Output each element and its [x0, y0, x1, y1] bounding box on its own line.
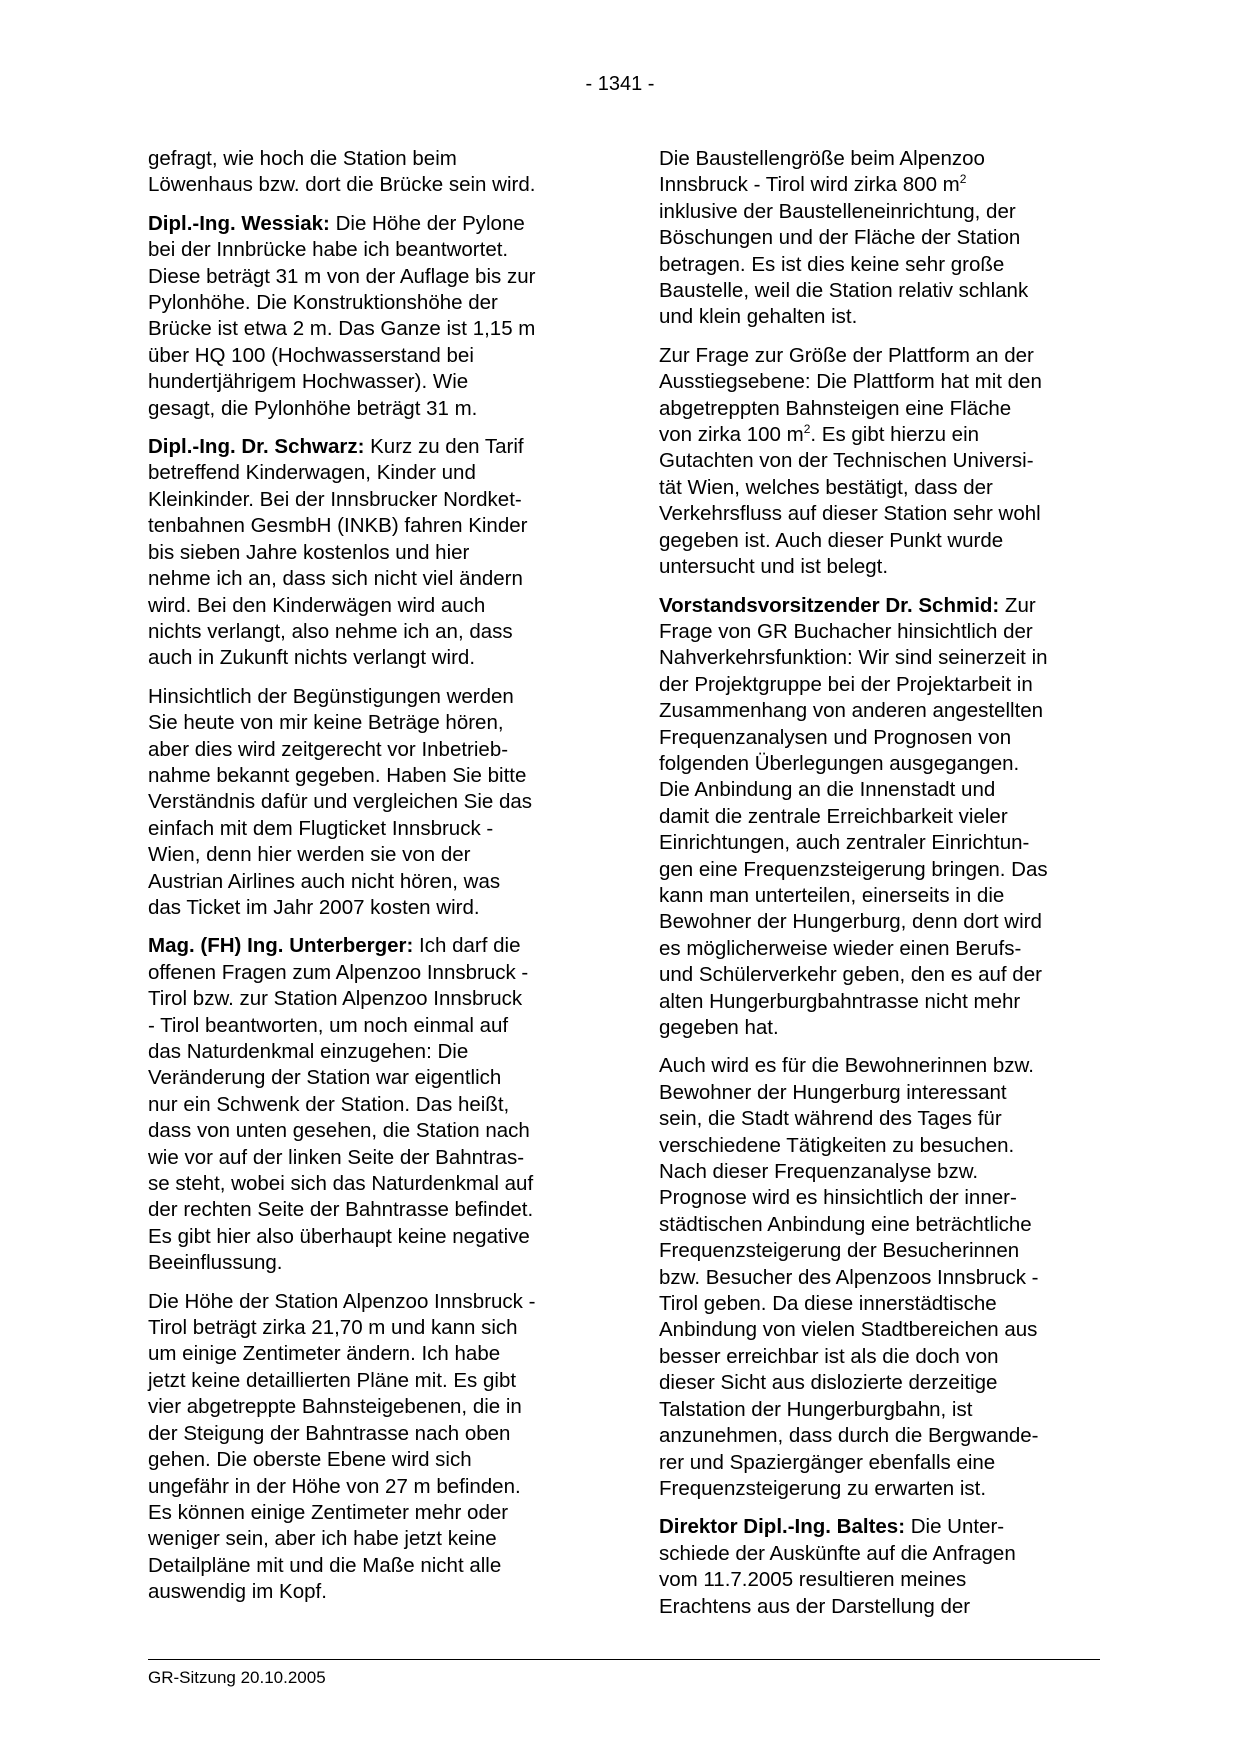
paragraph	[148, 684, 593, 922]
paragraph-text: Ich darf die offenen Fragen zum Alpenzoo Innsbruck - Tirol bzw. zur Station Alpenzoo Innsbruck - Tirol beantworten, um noch einmal auf das Naturdenkmal einzugehen: Die Veränderung der Station war eigentlich nur ein Schwenk der Station. Das heißt, dass von unten gesehen, die Station nach wie vor auf der linken Seite der Bahntras- se steht, wobei sich das Naturdenkmal auf der rechten Seite der Bahntrasse befindet. Es gibt hier also überhaupt keine negative Beeinflussung.	[148, 934, 534, 1275]
speaker-name: Mag. (FH) Ing. Unterberger:	[148, 934, 414, 958]
paragraph	[659, 1053, 1104, 1502]
paragraph-text: inklusive der Baustelleneinrichtung, der Böschungen und der Fläche der Station betragen. Es ist dies keine sehr große Baustelle, weil die Station relativ schlank und klein gehalten ist.	[659, 199, 1029, 329]
footer-text: GR-Sitzung 20.10.2005	[148, 1668, 326, 1687]
left-column	[148, 146, 593, 1618]
speaker-name: Dipl.-Ing. Dr. Schwarz:	[148, 435, 365, 459]
page-number: - 1341 -	[585, 73, 655, 95]
paragraph-text: . Es gibt hierzu ein Gutachten von der Technischen Universi- tät Wien, welches bestätigt, dass der Verkehrsfluss auf dieser Station sehr wohl gegeben ist. Auch dieser Punkt wurde untersucht und ist belegt.	[659, 423, 1041, 579]
paragraph-text: Auch wird es für die Bewohnerinnen bzw. Bewohner der Hungerburg interessant sein, die Stadt während des Tages für verschiedene Tätigkeiten zu besuchen. Nach dieser Frequenzanalyse bzw. Prognose wird es hinsichtlich der inner- städtischen Anbindung eine beträchtliche Frequenzsteigerung der Besucherinnen bzw. Besucher des Alpenzoos Innsbruck - Tirol geben. Da diese innerstädtische Anbindung von vielen Stadtbereichen aus besser erreichbar ist als die doch von dieser Sicht aus dislozierte derzeitige Talstation der Hungerburgbahn, ist anzunehmen, dass durch die Bergwande- rer und Spaziergänger ebenfalls eine Frequenzsteigerung zu erwarten ist.	[659, 1054, 1039, 1500]
paragraph	[148, 211, 593, 422]
paragraph-text: Kurz zu den Tarif betreffend Kinderwagen, Kinder und Kleinkinder. Bei der Innsbrucker Nordket- tenbahnen GesmbH (INKB) fahren Kinder bis sieben Jahre kostenlos und hier nehme ich an, dass sich nicht viel ändern wird. Bei den Kinderwägen wird auch nichts verlangt, also nehme ich an, dass auch in Zukunft nichts verlangt wird.	[148, 435, 528, 670]
paragraph	[148, 1289, 593, 1606]
paragraph-text: Die Unter- schiede der Auskünfte auf die Anfragen vom 11.7.2005 resultieren meines Erachtens aus der Darstellung der	[659, 1515, 1016, 1618]
paragraph-text: Zur Frage zur Größe der Plattform an der Ausstiegsebene: Die Plattform hat mit den abgetreppten Bahnsteigen eine Fläche von zirka 100 m	[659, 343, 1042, 447]
paragraph	[148, 146, 593, 199]
paragraph-text: Die Baustellengröße beim Alpenzoo Innsbruck - Tirol wird zirka 800 m	[659, 147, 985, 197]
superscript: 2	[959, 172, 967, 187]
paragraph-text: gefragt, wie hoch die Station beim Löwenhaus bzw. dort die Brücke sein wird.	[148, 147, 536, 197]
footer-divider	[148, 1659, 1100, 1660]
paragraph	[659, 1514, 1104, 1620]
paragraph	[148, 434, 593, 672]
paragraph-text: Hinsichtlich der Begünstigungen werden Sie heute von mir keine Beträge hören, aber dies wird zeitgerecht vor Inbetrieb- nahme bekannt gegeben. Haben Sie bitte Verständnis dafür und vergleichen Sie das einfach mit dem Flugticket Innsbruck - Wien, denn hier werden sie von der Austrian Airlines auch nicht hören, was das Ticket im Jahr 2007 kosten wird.	[148, 684, 533, 919]
paragraph-text: Zur Frage von GR Buchacher hinsichtlich der Nahverkehrsfunktion: Wir sind seinerzeit in der Projektgruppe bei der Projektarbeit in Zusammenhang von anderen angestellten Frequenzanalysen und Prognosen von folgenden Überlegungen ausgegangen. Die Anbindung an die Innenstadt und damit die zentrale Erreichbarkeit vieler Einrichtungen, auch zentraler Einrichtun- gen eine Frequenzsteigerung bringen. Das kann man unterteilen, einerseits in die Bewohner der Hungerburg, denn dort wird es möglicherweise wieder einen Berufs- und Schülerverkehr geben, den es auf der alten Hungerburgbahntrasse nicht mehr gegeben hat.	[659, 593, 1048, 1039]
paragraph	[659, 146, 1104, 331]
paragraph	[659, 593, 1104, 1042]
speaker-name: Dipl.-Ing. Wessiak:	[148, 211, 330, 235]
speaker-name: Vorstandsvorsitzender Dr. Schmid:	[659, 593, 1000, 617]
superscript: 2	[803, 422, 811, 437]
right-column	[659, 146, 1104, 1632]
paragraph-text: Die Höhe der Station Alpenzoo Innsbruck - Tirol beträgt zirka 21,70 m und kann sich um einige Zentimeter ändern. Ich habe jetzt keine detaillierten Pläne mit. Es gibt vier abgetreppte Bahnsteigebenen, die in der Steigung der Bahntrasse nach oben gehen. Die oberste Ebene wird sich ungefähr in der Höhe von 27 m befinden. Es können einige Zentimeter mehr oder weniger sein, aber ich habe jetzt keine Detailpläne mit und die Maße nicht alle auswendig im Kopf.	[148, 1289, 536, 1604]
paragraph	[659, 343, 1104, 581]
paragraph	[148, 933, 593, 1276]
speaker-name: Direktor Dipl.-Ing. Baltes:	[659, 1515, 906, 1539]
paragraph-text: Die Höhe der Pylone bei der Innbrücke habe ich beantwortet. Diese beträgt 31 m von der Auflage bis zur Pylonhöhe. Die Konstruktionshöhe der Brücke ist etwa 2 m. Das Ganze ist 1,15 m über HQ 100 (Hochwasserstand bei hundertjährigem Hochwasser). Wie gesagt, die Pylonhöhe beträgt 31 m.	[148, 211, 536, 420]
